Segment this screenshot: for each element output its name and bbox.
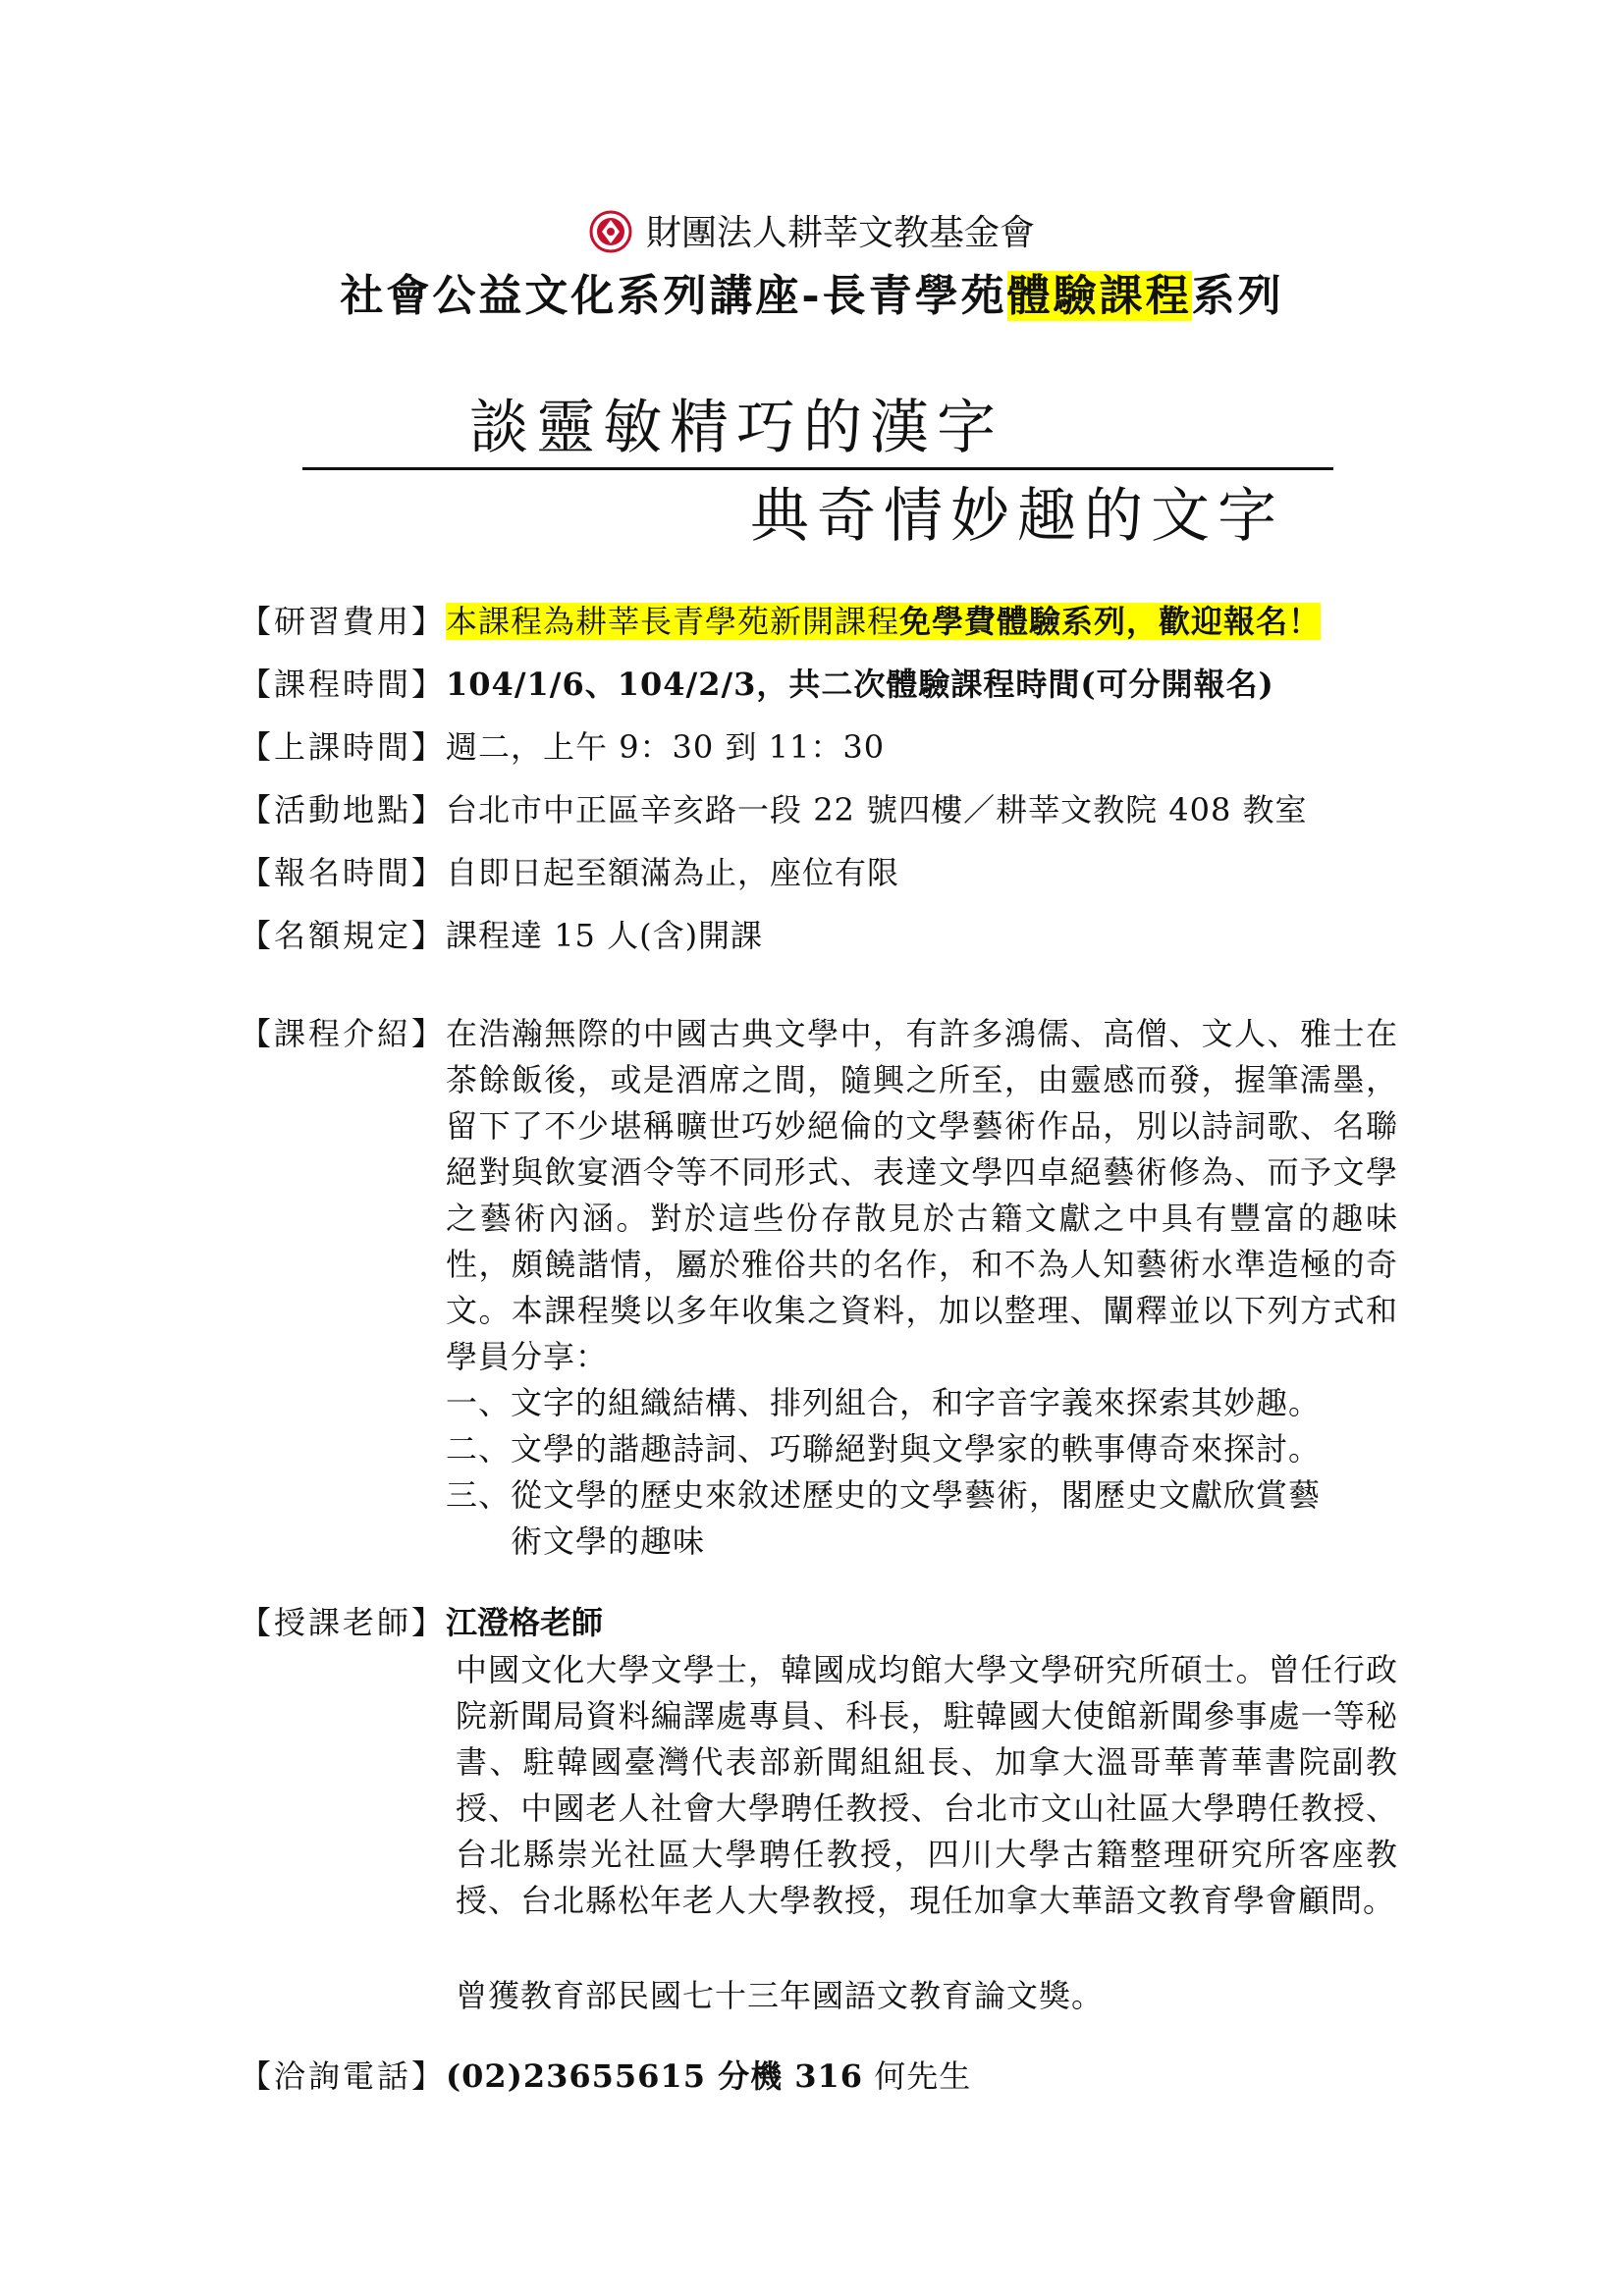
quota-label: 【名額規定】	[240, 917, 447, 954]
intro-item-3-line2: 術文學的趣味	[511, 1522, 706, 1560]
course-title-line1: 談靈敏精巧的漢字	[469, 394, 1003, 462]
course-time-row	[240, 662, 1274, 707]
fee-text-part1: 本課程為耕莘長青學苑新開課程	[446, 603, 900, 640]
class-time-value: 週二，上午 9：30 到 11：30	[446, 728, 886, 766]
series-prefix: 社會公益文化系列講座-長青學苑	[340, 271, 1007, 321]
teacher-award: 曾獲教育部民國七十三年國語文教育論文獎。	[456, 1977, 1105, 2014]
intro-item-2: 二、文學的諧趣詩詞、巧聯絕對與文學家的軼事傳奇來探討。	[446, 1430, 1322, 1468]
location-label: 【活動地點】	[240, 791, 447, 828]
location-row	[240, 787, 1308, 832]
contact-phone: (02)23655615 分機 316	[446, 2057, 864, 2095]
course-time-value: 104/1/6、104/2/3，共二次體驗課程時間(可分開報名)	[446, 666, 1274, 703]
location-value: 台北市中正區辛亥路一段 22 號四樓／耕莘文教院 408 教室	[446, 791, 1308, 828]
fee-label: 【研習費用】	[240, 603, 447, 640]
fee-row	[240, 599, 1321, 644]
teacher-label: 【授課老師】	[240, 1604, 447, 1641]
registration-value: 自即日起至額滿為止，座位有限	[446, 854, 900, 891]
org-header	[0, 208, 1624, 259]
series-suffix: 系列	[1191, 271, 1284, 321]
course-title-line2: 典奇情妙趣的文字	[750, 482, 1284, 551]
course-time-label: 【課程時間】	[240, 666, 447, 703]
contact-label: 【洽詢電話】	[240, 2057, 447, 2095]
foundation-seal-icon	[589, 210, 632, 253]
teacher-name: 江澄格老師	[446, 1604, 604, 1641]
series-highlight: 體驗課程	[1006, 271, 1192, 321]
intro-body: 在浩瀚無際的中國古典文學中，有許多鴻儒、高僧、文人、雅士在茶餘飯後，或是酒席之間，隨興之所至，由靈感而發，握筆濡墨，留下了不少堪稱曠世巧妙絕倫的文學藝術作品，別以詩詞歌、名聯絕對與飲宴酒令等不同形式、表達文學四卓絕藝術修為、而予文學之藝術內涵。對於這些份存散見於古籍文獻之中具有豐富的趣味性，頗饒諧情，屬於雅俗共的名作，和不為人知藝術水準造極的奇文。本課程獎以多年收集之資料，加以整理、闡釋並以下列方式和學員分享：	[446, 1015, 1398, 1375]
fee-value	[446, 603, 1321, 640]
series-title	[0, 265, 1624, 328]
contact-person: 何先生	[863, 2057, 972, 2095]
registration-label: 【報名時間】	[240, 854, 447, 891]
intro-item-3-line1: 三、從文學的歷史來敘述歷史的文學藝術，閣歷史文獻欣賞藝	[446, 1476, 1322, 1514]
contact-row	[240, 2054, 971, 2099]
intro-item-1: 一、文字的組織結構、排列組合，和字音字義來探索其妙趣。	[446, 1384, 1322, 1421]
title-divider	[302, 467, 1333, 470]
fee-text-part2: ，歡迎報名！	[1126, 603, 1322, 640]
quota-value: 課程達 15 人(含)開課	[446, 917, 764, 954]
fee-text-bold: 免學費體驗系列	[899, 603, 1127, 640]
quota-row	[240, 913, 763, 958]
teacher-bio: 中國文化大學文學士，韓國成均館大學文學研究所碩士。曾任行政院新聞局資料編譯處專員、科長，駐韓國大使館新聞參事處一等秘書、駐韓國臺灣代表部新聞組組長、加拿大溫哥華菁華書院副教授、中國老人社會大學聘任教授、台北市文山社區大學聘任教授、台北縣崇光社區大學聘任教授，四川大學古籍整理研究所客座教授、台北縣松年老人大學教授，現任加拿大華語文教育學會顧問。	[456, 1651, 1398, 1919]
registration-row	[240, 850, 899, 895]
org-name: 財團法人耕莘文教基金會	[645, 213, 1035, 253]
class-time-label: 【上課時間】	[240, 728, 447, 766]
class-time-row	[240, 724, 885, 770]
intro-label: 【課程介紹】	[240, 1015, 447, 1052]
